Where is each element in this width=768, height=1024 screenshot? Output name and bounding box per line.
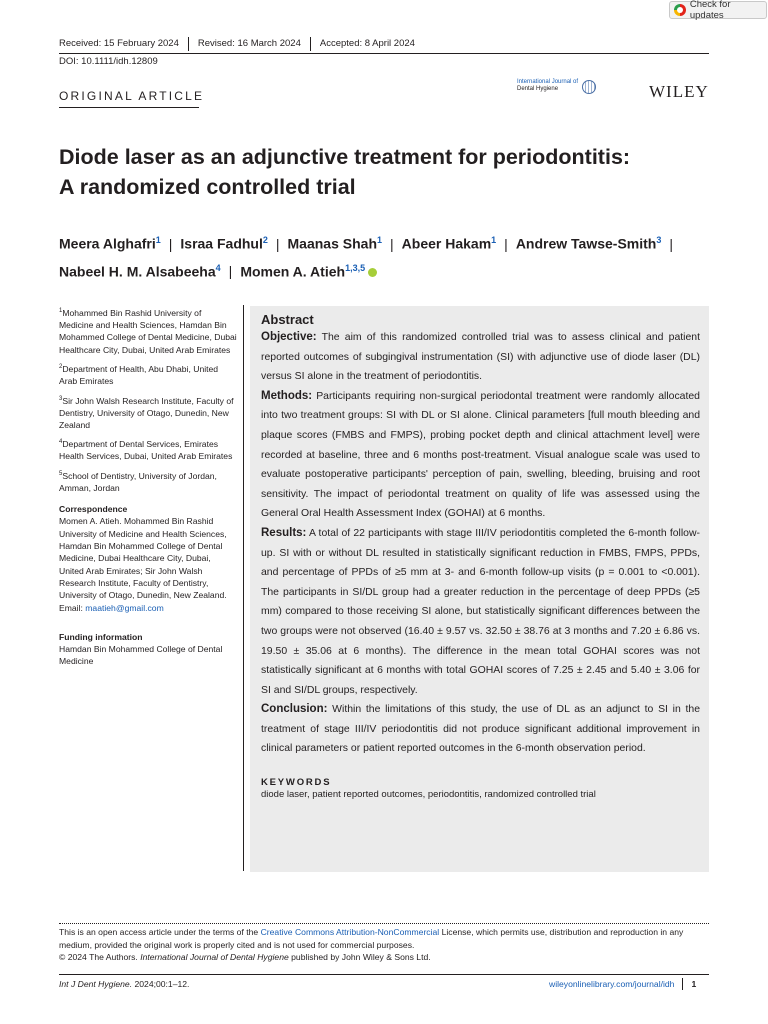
- revised-date: Revised: 16 March 2024: [189, 37, 311, 51]
- results-label: Results:: [261, 526, 307, 539]
- citation-journal: Int J Dent Hygiene.: [59, 979, 133, 989]
- abstract-results: [261, 524, 700, 700]
- author-affiliation[interactable]: 1: [377, 235, 383, 245]
- footer-separator: [682, 978, 683, 990]
- footer-right: [549, 978, 696, 990]
- abstract-heading: Abstract: [261, 312, 314, 327]
- affiliation: [59, 436, 237, 462]
- article-title: [59, 142, 719, 202]
- author-name[interactable]: Meera Alghafri: [59, 235, 156, 252]
- citation-volume: 2024;00:1–12.: [132, 979, 190, 989]
- accepted-date: Accepted: 8 April 2024: [319, 38, 415, 49]
- author-name[interactable]: Andrew Tawse-Smith: [515, 235, 657, 252]
- methods-label: Methods:: [261, 389, 313, 402]
- federation-logo: [582, 79, 640, 95]
- header-rule: [59, 53, 709, 54]
- conclusion-text: Within the limitations of this study, the use of DL as an adjunct to SI in the treatment of stage III/IV periodontitis did not produce significant additional improvement in clinical parameters or patient reported outcomes in the 6-month observation period.: [261, 704, 700, 755]
- affiliation-text: Sir John Walsh Research Institute, Faculty of Dentistry, University of Otago, Dunedin, New Zealand: [59, 395, 234, 430]
- footer-dotted-rule: [59, 923, 709, 924]
- author-affiliation[interactable]: 4: [215, 262, 221, 273]
- email-label: Email:: [59, 602, 86, 613]
- keywords-heading: KEYWORDS: [261, 777, 332, 789]
- author-line-1: [59, 228, 719, 256]
- author-affiliation[interactable]: 3: [656, 235, 662, 245]
- author-separator: |: [275, 235, 280, 252]
- author-name[interactable]: Momen A. Atieh: [240, 263, 346, 280]
- abstract-conclusion: [261, 700, 700, 759]
- check-for-updates-button[interactable]: [669, 1, 767, 19]
- abstract-methods: [261, 387, 700, 524]
- correspondence-email-line: [59, 602, 237, 614]
- article-type-underline: [59, 107, 199, 108]
- affiliation: [59, 393, 237, 432]
- title-line-2: A randomized controlled trial: [59, 175, 356, 199]
- affiliation: [59, 361, 237, 387]
- copyright-prefix: © 2024 The Authors.: [59, 952, 141, 963]
- affiliation-text: School of Dentistry, University of Jordan, Amman, Jordan: [59, 470, 217, 493]
- copyright-suffix: published by John Wiley & Sons Ltd.: [288, 952, 431, 963]
- affiliation-text: Department of Dental Services, Emirates Health Services, Dubai, United Arab Emirates: [59, 439, 233, 462]
- abstract-box: [250, 306, 709, 872]
- author-affiliation[interactable]: 1,3,5: [345, 262, 366, 273]
- keywords-list: diode laser, patient reported outcomes, periodontitis, randomized controlled trial: [261, 789, 596, 801]
- author-separator: |: [390, 235, 394, 252]
- orcid-icon[interactable]: [368, 268, 377, 277]
- copyright-journal: International Journal of Dental Hygiene: [140, 952, 289, 963]
- publisher-logo: WILEY: [649, 82, 709, 101]
- author-separator: |: [669, 235, 674, 252]
- affiliations-column: [59, 305, 237, 668]
- author-separator: |: [168, 235, 173, 252]
- author-name[interactable]: Maanas Shah: [287, 235, 377, 252]
- journal-url-link[interactable]: wileyonlinelibrary.com/journal/idh: [549, 979, 675, 989]
- author-name[interactable]: Israa Fadhul: [180, 235, 263, 252]
- affiliation-number: 5: [59, 470, 63, 477]
- copyright-text: [59, 951, 709, 964]
- check-for-updates-label: Check for updates: [689, 0, 731, 21]
- article-history: [59, 37, 424, 51]
- page-number: 1: [691, 979, 697, 989]
- open-access-notice: [59, 926, 709, 964]
- journal-logo-line2: Dental Hygiene: [517, 86, 559, 92]
- affiliation: [59, 468, 237, 494]
- affiliation-number: 3: [59, 395, 63, 402]
- author-name[interactable]: Abeer Hakam: [401, 235, 492, 252]
- title-line-1: Diode laser as an adjunctive treatment for periodontitis:: [59, 145, 631, 169]
- author-separator: |: [504, 235, 508, 252]
- journal-logo: [517, 79, 578, 93]
- affiliation-number: 1: [59, 308, 63, 314]
- license-prefix: This is an open access article under the terms of the: [59, 927, 261, 937]
- article-type: ORIGINAL ARTICLE: [59, 89, 205, 103]
- objective-text: The aim of this randomized controlled trial was to assess clinical and patient reported outcomes of subgingival instrumentation (SI) with adjunctive use of diode laser (DL) versus SI alone in the treatment of periodontitis.: [261, 332, 700, 383]
- results-text: A total of 22 participants with stage III/IV periodontitis completed the 6-month follow-up. SI with or without DL resulted in statistically significant reduction in FMBS, FMPS, PPDs, and percentage of PPDs of ≥5 mm at 3- and 6-month follow-up visits (p = 0.001 to <0.001). The participants in SI/DL group had a greater reduction in the percentage of deep PPDs (≥5 mm) compared to those receiving SI alone, but statistically significant differences between the two groups were not observed (16.40 ± 9.57 vs. 32.50 ± 38.76 at 3 months and 7.20 ± 6.86 vs. 19.50 ± 35.06 at 6 months). The difference in the mean total GOHAI scores was not statistically significant at 6 months with total GOHAI scores of 7.25 ± 2.45 and 5.40 ± 3.06 for SI and SI/DL groups, respectively.: [261, 527, 700, 696]
- funding-heading: Funding information: [59, 631, 143, 642]
- crossmark-icon: [674, 4, 686, 16]
- correspondence-text: Momen A. Atieh. Mohammed Bin Rashid University of Medicine and Health Sciences, Hamdan Bin Mohammed College of Dental Medicine, Dubai Healthcare City, Dubai, United Arab Emirates; Sir John Walsh Research Institute, Faculty of Dentistry, University of Otago, Dunedin, New Zealand.: [59, 516, 227, 601]
- affiliation: [59, 305, 237, 356]
- author-name[interactable]: Nabeel H. M. Alsabeeha: [59, 263, 216, 280]
- affiliation-number: 4: [59, 439, 63, 446]
- affiliation-text: Department of Health, Abu Dhabi, United Arab Emirates: [59, 363, 219, 387]
- author-affiliation[interactable]: 1: [491, 235, 497, 245]
- citation: [59, 979, 189, 989]
- license-text: [59, 926, 709, 951]
- author-separator: |: [228, 263, 233, 280]
- conclusion-label: Conclusion:: [261, 703, 328, 716]
- affiliation-text: Mohammed Bin Rashid University of Medicine and Health Sciences, Hamdan Bin Mohammed College of Dental Medicine, Dubai Healthcare City, Dubai, United Arab Emirates: [59, 307, 237, 355]
- abstract-objective: [261, 328, 700, 387]
- license-suffix: License, which permits use, distribution and reproduction in any medium, provided the original work is properly cited and is not used for commercial purposes.: [59, 927, 684, 950]
- funding-text: Hamdan Bin Mohammed College of Dental Medicine: [59, 644, 223, 667]
- globe-icon: [582, 80, 596, 94]
- license-link[interactable]: Creative Commons Attribution-NonCommercial: [260, 927, 440, 937]
- affiliation-number: 2: [59, 364, 63, 371]
- methods-text: Participants requiring non-surgical periodontal treatment were randomly allocated into two treatment groups: SI with DL or SI alone. Clinical parameters [full mouth bleeding and plaque scores (FMBS and FMPS), probing pocket depth and clinical attachment level] were recorded at baseline, three and 6 months post-treatment. Visual analogue scale was used to evaluate postoperative participants' perception of pain, swelling, bleeding, bruising and root sensitivity. The impact of periodontal treatment on quality of life was assessed using the General Oral Health Assessment Index (GOHAI) at 6 months.: [261, 390, 700, 520]
- doi: DOI: 10.1111/idh.12809: [59, 56, 158, 67]
- email-link[interactable]: maatieh@gmail.com: [85, 602, 164, 613]
- footer-rule: [59, 974, 709, 975]
- author-affiliation[interactable]: 2: [262, 235, 268, 245]
- column-divider: [243, 305, 244, 871]
- objective-label: Objective:: [261, 331, 317, 343]
- author-line-2: [59, 256, 719, 284]
- correspondence-heading: Correspondence: [59, 504, 128, 515]
- author-affiliation[interactable]: 1: [155, 235, 161, 245]
- author-list: [59, 228, 719, 283]
- journal-logo-line1: International Journal of: [517, 79, 579, 85]
- received-date: Received: 15 February 2024: [59, 37, 189, 51]
